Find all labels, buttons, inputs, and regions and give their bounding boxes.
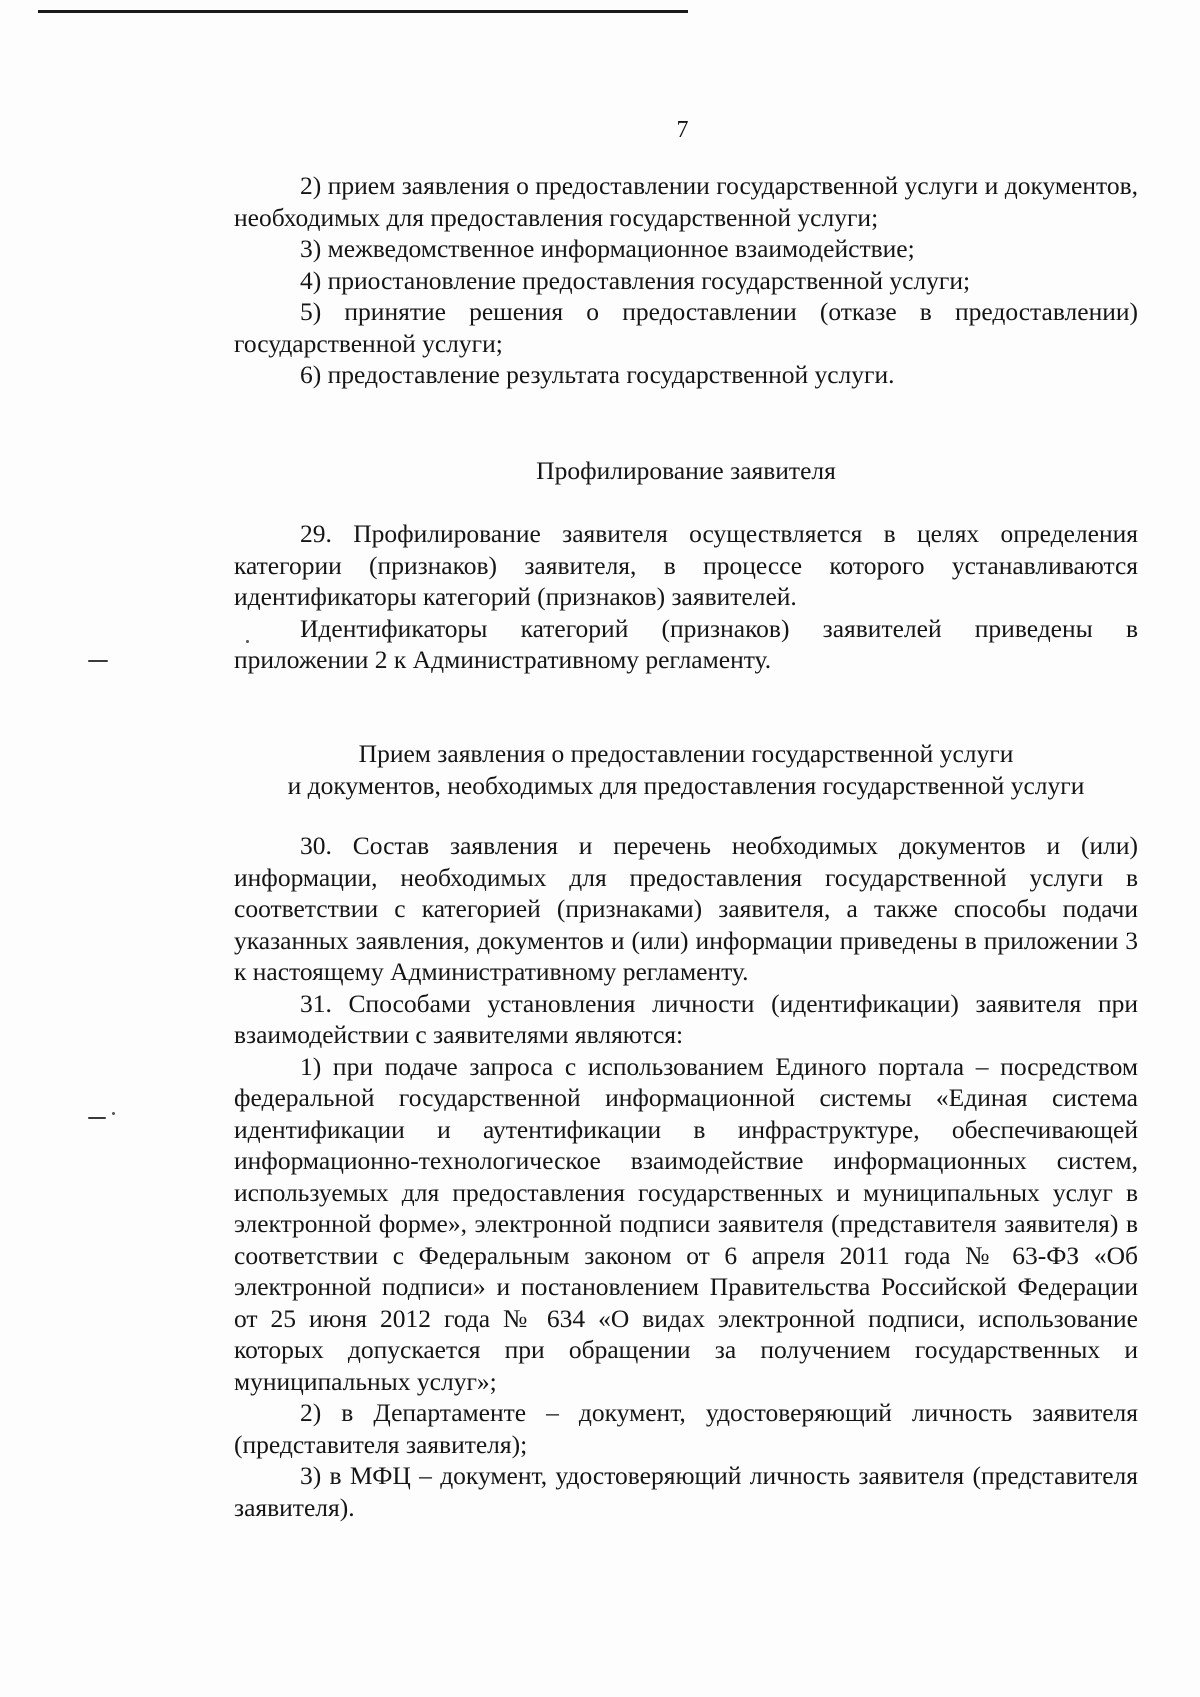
reception-body <box>234 830 1138 1523</box>
paragraph: 1) при подаче запроса с использованием Единого портала – посредством федеральной государственной информационной системы «Единая система идентификации и аутентификации в инфраструктуре, обеспечивающей информационно-технологическое взаимодействие информационных систем, используемых для предоставления государственных и муниципальных услуг в электронной форме», электронной подписи заявителя (представителя заявителя) в соответствии с Федеральным законом от 6 апреля 2011 года № 63-ФЗ «Об электронной подписи» и постановлением Правительства Российской Федерации от 25 июня 2012 года № 634 «О видах электронной подписи, использование которых допускается при обращении за получением государственных и муниципальных услуг»; <box>234 1051 1138 1396</box>
list-item: 4) приостановление предоставления государственной услуги; <box>300 265 971 295</box>
scan-mark <box>88 660 108 662</box>
section-heading-reception <box>234 738 1138 801</box>
heading-line: Прием заявления о предоставлении государственной услуги <box>358 739 1014 768</box>
paragraph: Идентификаторы категорий (признаков) заявителей приведены в приложении 2 к Административному регламенту. <box>234 613 1138 674</box>
list-item: 5) принятие решения о предоставлении (отказе в предоставлении) государственной услуги; <box>234 297 1138 358</box>
scan-mark <box>88 1117 106 1119</box>
top-border-line <box>38 10 688 13</box>
heading-line: и документов, необходимых для предоставления государственной услуги <box>287 770 1085 800</box>
paragraph: 3) в МФЦ – документ, удостоверяющий личность заявителя (представителя заявителя). <box>234 1461 1138 1522</box>
paragraph: 31. Способами установления личности (идентификации) заявителя при взаимодействии с заявителями являются: <box>234 988 1138 1049</box>
scan-dot <box>112 1112 115 1115</box>
section-heading-profiling: Профилирование заявителя <box>536 456 836 485</box>
list-item: 2) прием заявления о предоставлении государственной услуги и документов, необходимых для предоставления государственной услуги; <box>234 171 1138 232</box>
paragraph: 29. Профилирование заявителя осуществляется в целях определения категории (признаков) заявителя, в процессе которого устанавливаются идентификаторы категорий (признаков) заявителей. <box>234 519 1138 611</box>
paragraph: 30. Состав заявления и перечень необходимых документов и (или) информации, необходимых для предоставления государственной услуги в соответствии с категорией (признаками) заявителя, а также способы подачи указанных заявления, документов и (или) информации приведены в приложении 3 к настоящему Административному регламенту. <box>234 831 1138 986</box>
page-number: 7 <box>676 117 689 143</box>
list-item: 3) межведомственное информационное взаимодействие; <box>300 234 915 263</box>
paragraph: 2) в Департаменте – документ, удостоверяющий личность заявителя (представителя заявителя); <box>234 1398 1138 1459</box>
procedure-list <box>234 170 1138 391</box>
profiling-body <box>234 518 1138 676</box>
list-item: 6) предоставление результата государственной услуги. <box>300 360 895 389</box>
